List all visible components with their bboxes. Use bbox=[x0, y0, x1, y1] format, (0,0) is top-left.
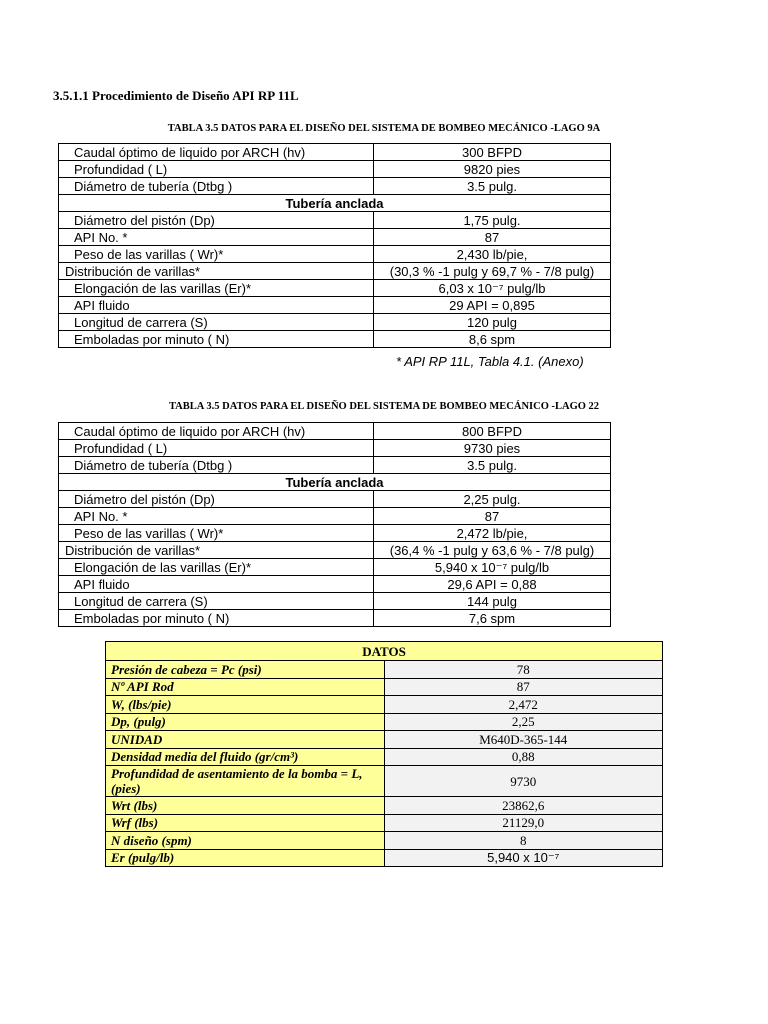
datos-value-er: 5,940 x 10⁻⁷ bbox=[384, 849, 663, 867]
table-b-value-api-fluido: 29,6 API = 0,88 bbox=[374, 576, 611, 593]
table-row bbox=[59, 440, 611, 457]
table-a-label-piston: Diámetro del pistón (Dp) bbox=[59, 212, 374, 229]
table-row bbox=[59, 212, 611, 229]
table-a-value-distribucion: (30,3 % -1 pulg y 69,7 % - 7/8 pulg) bbox=[374, 263, 611, 280]
table-row bbox=[59, 161, 611, 178]
table-a-label-carrera: Longitud de carrera (S) bbox=[59, 314, 374, 331]
table-b-label-diametro-tuberia: Diámetro de tubería (Dtbg ) bbox=[59, 457, 374, 474]
table-b-label-caudal: Caudal óptimo de liquido por ARCH (hv) bbox=[59, 423, 374, 440]
table-a-label-elongacion: Elongación de las varillas (Er)* bbox=[59, 280, 374, 297]
table-a-value-peso: 2,430 lb/pie, bbox=[374, 246, 611, 263]
table-row bbox=[59, 297, 611, 314]
datos-label-wrt: Wrt (lbs) bbox=[106, 797, 385, 815]
table-row bbox=[106, 661, 663, 679]
table-row bbox=[59, 542, 611, 559]
table-a-label-api-no: API No. * bbox=[59, 229, 374, 246]
table-a-value-api-no: 87 bbox=[374, 229, 611, 246]
table-a-value-emboladas: 8,6 spm bbox=[374, 331, 611, 348]
table-row bbox=[59, 229, 611, 246]
table-a bbox=[58, 143, 611, 348]
table-row bbox=[106, 731, 663, 749]
table-b-value-carrera: 144 pulg bbox=[374, 593, 611, 610]
table-row bbox=[59, 280, 611, 297]
table-row bbox=[59, 491, 611, 508]
table-b-value-elongacion: 5,940 x 10⁻⁷ pulg/lb bbox=[374, 559, 611, 576]
table-a-note: * API RP 11L, Tabla 4.1. (Anexo) bbox=[396, 354, 584, 369]
table-a-label-diametro-tuberia: Diámetro de tubería (Dtbg ) bbox=[59, 178, 374, 195]
table-a-label-peso: Peso de las varillas ( Wr)* bbox=[59, 246, 374, 263]
table-row bbox=[59, 525, 611, 542]
table-row bbox=[59, 263, 611, 280]
table-b-label-distribucion: Distribución de varillas* bbox=[59, 542, 374, 559]
table-b-label-piston: Diámetro del pistón (Dp) bbox=[59, 491, 374, 508]
table-b-label-api-fluido: API fluido bbox=[59, 576, 374, 593]
datos-value-wrf: 21129,0 bbox=[384, 814, 663, 832]
table-row bbox=[59, 314, 611, 331]
table-b-value-peso: 2,472 lb/pie, bbox=[374, 525, 611, 542]
datos-label-wrf: Wrf (lbs) bbox=[106, 814, 385, 832]
datos-value-n-diseno: 8 bbox=[384, 832, 663, 850]
section-heading: 3.5.1.1 Procedimiento de Diseño API RP 11L bbox=[53, 88, 299, 103]
datos-label-api-rod: Nº API Rod bbox=[106, 678, 385, 696]
table-a-value-caudal: 300 BFPD bbox=[374, 144, 611, 161]
table-a-value-profundidad: 9820 pies bbox=[374, 161, 611, 178]
table-b-label-carrera: Longitud de carrera (S) bbox=[59, 593, 374, 610]
table-row bbox=[106, 748, 663, 766]
table-b-label-profundidad: Profundidad ( L) bbox=[59, 440, 374, 457]
table-b-value-distribucion: (36,4 % -1 pulg y 63,6 % - 7/8 pulg) bbox=[374, 542, 611, 559]
table-row bbox=[106, 814, 663, 832]
table-row bbox=[59, 457, 611, 474]
table-a-section-label: Tubería anclada bbox=[59, 195, 611, 212]
table-row bbox=[59, 144, 611, 161]
table-row bbox=[106, 849, 663, 867]
datos-value-dp: 2,25 bbox=[384, 713, 663, 731]
datos-value-api-rod: 87 bbox=[384, 678, 663, 696]
datos-label-presion: Presión de cabeza = Pc (psi) bbox=[106, 661, 385, 679]
datos-label-n-diseno: N diseño (spm) bbox=[106, 832, 385, 850]
table-a-value-elongacion: 6,03 x 10⁻⁷ pulg/lb bbox=[374, 280, 611, 297]
table-row bbox=[106, 696, 663, 714]
table-a-value-carrera: 120 pulg bbox=[374, 314, 611, 331]
table-a-label-api-fluido: API fluido bbox=[59, 297, 374, 314]
table-b-label-elongacion: Elongación de las varillas (Er)* bbox=[59, 559, 374, 576]
table-b-value-emboladas: 7,6 spm bbox=[374, 610, 611, 627]
table-b-value-profundidad: 9730 pies bbox=[374, 440, 611, 457]
table-b-label-emboladas: Emboladas por minuto ( N) bbox=[59, 610, 374, 627]
table-b-label-api-no: API No. * bbox=[59, 508, 374, 525]
table-row bbox=[59, 593, 611, 610]
table-a-label-emboladas: Emboladas por minuto ( N) bbox=[59, 331, 374, 348]
table-a-label-distribucion: Distribución de varillas* bbox=[59, 263, 374, 280]
table-a-value-api-fluido: 29 API = 0,895 bbox=[374, 297, 611, 314]
table-a-caption: TABLA 3.5 DATOS PARA EL DISEÑO DEL SISTEMA DE BOMBEO MECÁNICO -LAGO 9A bbox=[167, 123, 601, 134]
table-row bbox=[59, 423, 611, 440]
datos-value-unidad: M640D-365-144 bbox=[384, 731, 663, 749]
table-a-value-diametro-tuberia: 3.5 pulg. bbox=[374, 178, 611, 195]
table-b-value-piston: 2,25 pulg. bbox=[374, 491, 611, 508]
table-row bbox=[59, 508, 611, 525]
table-row bbox=[106, 832, 663, 850]
table-b-value-caudal: 800 BFPD bbox=[374, 423, 611, 440]
table-a-value-piston: 1,75 pulg. bbox=[374, 212, 611, 229]
datos-header: DATOS bbox=[106, 642, 663, 661]
datos-value-wrt: 23862,6 bbox=[384, 797, 663, 815]
table-row bbox=[106, 766, 663, 797]
table-b-label-peso: Peso de las varillas ( Wr)* bbox=[59, 525, 374, 542]
table-row bbox=[59, 195, 611, 212]
datos-label-er: Er (pulg/lb) bbox=[106, 849, 385, 867]
table-b-section-label: Tubería anclada bbox=[59, 474, 611, 491]
table-row bbox=[59, 246, 611, 263]
table-row bbox=[106, 678, 663, 696]
table-b-value-api-no: 87 bbox=[374, 508, 611, 525]
datos-value-densidad: 0,88 bbox=[384, 748, 663, 766]
datos-label-unidad: UNIDAD bbox=[106, 731, 385, 749]
table-b-value-diametro-tuberia: 3.5 pulg. bbox=[374, 457, 611, 474]
table-a-label-profundidad: Profundidad ( L) bbox=[59, 161, 374, 178]
table-row bbox=[59, 610, 611, 627]
datos-label-profundidad: Profundidad de asentamiento de la bomba = L, (pies) bbox=[106, 766, 385, 797]
table-b-caption: TABLA 3.5 DATOS PARA EL DISEÑO DEL SISTEMA DE BOMBEO MECÁNICO -LAGO 22 bbox=[168, 401, 600, 412]
table-b bbox=[58, 422, 611, 627]
datos-table bbox=[105, 641, 663, 867]
table-row bbox=[59, 559, 611, 576]
datos-label-densidad: Densidad media del fluido (gr/cm³) bbox=[106, 748, 385, 766]
table-row bbox=[106, 713, 663, 731]
datos-value-w: 2,472 bbox=[384, 696, 663, 714]
datos-value-profundidad: 9730 bbox=[384, 766, 663, 797]
table-row bbox=[106, 642, 663, 661]
table-row bbox=[106, 797, 663, 815]
table-row bbox=[59, 576, 611, 593]
datos-value-presion: 78 bbox=[384, 661, 663, 679]
table-row bbox=[59, 178, 611, 195]
datos-label-dp: Dp, (pulg) bbox=[106, 713, 385, 731]
table-row bbox=[59, 331, 611, 348]
datos-label-w: W, (lbs/pie) bbox=[106, 696, 385, 714]
table-a-label-caudal: Caudal óptimo de liquido por ARCH (hv) bbox=[59, 144, 374, 161]
table-row bbox=[59, 474, 611, 491]
